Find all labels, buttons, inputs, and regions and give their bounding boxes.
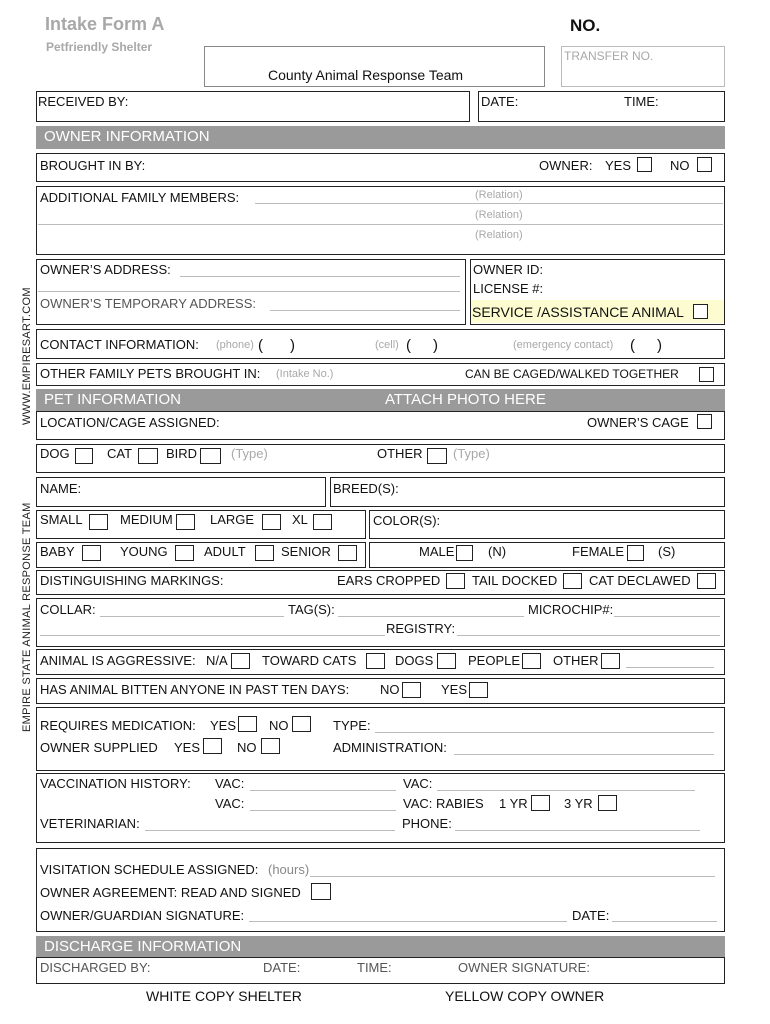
vac3-line[interactable] [250, 810, 396, 811]
small-checkbox[interactable] [89, 514, 108, 530]
med-type-label: TYPE: [333, 718, 371, 733]
family-line-2[interactable] [38, 224, 723, 225]
team-side-text: EMPIRE STATE ANIMAL RESPONSE TEAM [21, 502, 33, 732]
time-label: TIME: [624, 94, 659, 109]
bitten-no-label: NO [380, 682, 400, 697]
baby-label: BABY [40, 544, 75, 559]
phone-hint: (phone) [216, 339, 254, 351]
female-checkbox[interactable] [627, 545, 644, 561]
administration-line[interactable] [454, 754, 714, 755]
toward-dogs-label: DOGS [395, 653, 434, 668]
vet-phone-line[interactable] [455, 830, 700, 831]
bitten-no-checkbox[interactable] [402, 682, 421, 698]
form-number-label: NO. [570, 16, 601, 35]
vet-phone-label: PHONE: [402, 816, 452, 831]
microchip-line[interactable] [614, 616, 720, 617]
emergency-paren-open: ( [630, 337, 635, 354]
license-label: LICENSE #: [473, 281, 544, 296]
received-by-label: RECEIVED BY: [38, 94, 129, 109]
team-name: County Animal Response Team [268, 67, 464, 83]
large-checkbox[interactable] [262, 514, 281, 530]
phone-paren-open: ( [258, 337, 263, 354]
male-label: MALE [419, 544, 455, 559]
owner-yes-checkbox[interactable] [637, 157, 652, 172]
vac1-line[interactable] [250, 790, 396, 791]
family-members-label: ADDITIONAL FAMILY MEMBERS: [40, 190, 240, 205]
pet-info-header [36, 389, 725, 411]
name-label: NAME: [40, 481, 82, 496]
ears-cropped-label: EARS CROPPED [337, 573, 441, 588]
signature-date-label: DATE: [572, 908, 610, 923]
owner-supplied-label: OWNER SUPPLIED [40, 740, 158, 755]
owner-no-label: NO [670, 158, 690, 173]
medium-label: MEDIUM [120, 512, 173, 527]
owner-address-label: OWNER’S ADDRESS: [40, 262, 171, 277]
location-label: LOCATION/CAGE ASSIGNED: [40, 415, 220, 430]
toward-people-label: PEOPLE [468, 653, 521, 668]
other-species-label: OTHER [377, 446, 423, 461]
neutered-label: (N) [488, 544, 507, 559]
bitten-label: HAS ANIMAL BITTEN ANYONE IN PAST TEN DAYS: [40, 682, 350, 697]
yellow-copy-label: YELLOW COPY OWNER [445, 988, 605, 1004]
hours-hint: (hours) [268, 862, 310, 877]
toward-other-line[interactable] [626, 667, 714, 668]
bird-type-hint: (Type) [231, 446, 268, 461]
toward-dogs-checkbox[interactable] [437, 653, 456, 669]
small-label: SMALL [40, 512, 83, 527]
shelter-name: Petfriendly Shelter [46, 40, 153, 54]
vac2-line[interactable] [437, 790, 695, 791]
senior-label: SENIOR [281, 544, 331, 559]
markings-label: DISTINGUISHING MARKINGS: [40, 573, 224, 588]
xl-label: XL [292, 512, 308, 527]
date-label: DATE: [481, 94, 519, 109]
owner-no-checkbox[interactable] [697, 157, 712, 172]
medium-checkbox[interactable] [176, 514, 195, 530]
colors-label: COLOR(S): [373, 513, 441, 528]
cell-hint: (cell) [375, 339, 399, 351]
cat-label: CAT [107, 446, 133, 461]
tail-docked-label: TAIL DOCKED [472, 573, 558, 588]
emergency-hint: (emergency contact) [513, 339, 614, 351]
supplied-yes-checkbox[interactable] [203, 738, 222, 754]
rabies-1yr-checkbox[interactable] [531, 795, 550, 811]
visitation-label: VISITATION SCHEDULE ASSIGNED: [40, 862, 259, 877]
owner-info-header: OWNER INFORMATION [36, 126, 725, 149]
vac2-label: VAC: [403, 776, 433, 791]
service-animal-label: SERVICE /ASSISTANCE ANIMAL [472, 304, 684, 320]
attach-photo-label: ATTACH PHOTO HERE [385, 391, 546, 408]
address-line[interactable] [180, 276, 460, 277]
website-side-text: WWW.EMPIRESART.COM [21, 287, 33, 425]
owner-yes-label: YES [605, 158, 632, 173]
breeds-label: BREED(S): [333, 481, 399, 496]
collar-box [36, 598, 725, 647]
intake-no-hint: (Intake No.) [276, 368, 334, 380]
bird-checkbox[interactable] [200, 448, 221, 464]
cat-declawed-checkbox[interactable] [697, 573, 716, 589]
signature-line[interactable] [249, 921, 567, 922]
dog-checkbox[interactable] [75, 448, 93, 464]
aggressive-na-label: N/A [206, 653, 228, 668]
emergency-paren-close: ) [657, 337, 662, 354]
adult-checkbox[interactable] [255, 545, 274, 561]
vacc-history-label: VACCINATION HISTORY: [40, 776, 191, 791]
rabies-3yr-label: 3 YR [564, 796, 593, 811]
microchip-label: MICROCHIP#: [528, 602, 614, 617]
bird-label: BIRD [166, 446, 198, 461]
family-line-1[interactable] [255, 203, 723, 204]
supplied-no-checkbox[interactable] [261, 738, 280, 754]
relation-3: (Relation) [475, 229, 523, 241]
visitation-line[interactable] [310, 876, 715, 877]
owner-label: OWNER: [539, 158, 593, 173]
ears-cropped-checkbox[interactable] [446, 573, 465, 589]
agreement-label: OWNER AGREEMENT: READ AND SIGNED [40, 885, 301, 900]
signature-label: OWNER/GUARDIAN SIGNATURE: [40, 908, 245, 923]
medication-box [36, 707, 725, 771]
transfer-no-label: TRANSFER NO. [564, 49, 654, 63]
agreement-checkbox[interactable] [311, 883, 331, 900]
bitten-yes-checkbox[interactable] [469, 682, 488, 698]
brought-in-label: BROUGHT IN BY: [40, 158, 146, 173]
baby-checkbox[interactable] [82, 545, 101, 561]
administration-label: ADMINISTRATION: [333, 740, 447, 755]
owner-id-label: OWNER ID: [473, 262, 544, 277]
registry-line-right[interactable] [457, 635, 720, 636]
collar-label: COLLAR: [40, 602, 96, 617]
rabies-3yr-checkbox[interactable] [598, 795, 617, 811]
senior-checkbox[interactable] [338, 545, 357, 561]
tags-line[interactable] [338, 616, 524, 617]
vac1-label: VAC: [215, 776, 245, 791]
toward-other-label: OTHER [553, 653, 599, 668]
tail-docked-checkbox[interactable] [563, 573, 582, 589]
aggressive-na-checkbox[interactable] [231, 653, 250, 669]
other-species-checkbox[interactable] [427, 448, 447, 464]
discharge-signature-label: OWNER SIGNATURE: [458, 960, 590, 975]
phone-paren-close: ) [290, 337, 295, 354]
xl-checkbox[interactable] [313, 514, 332, 530]
owners-cage-checkbox[interactable] [697, 414, 712, 429]
supplied-yes-label: YES [174, 740, 201, 755]
med-no-label: NO [269, 718, 289, 733]
vac3-label: VAC: [215, 796, 245, 811]
med-yes-label: YES [210, 718, 237, 733]
caged-together-label: CAN BE CAGED/WALKED TOGETHER [465, 367, 679, 381]
rabies-1yr-label: 1 YR [499, 796, 528, 811]
dog-label: DOG [40, 446, 70, 461]
temp-address-label: OWNER’S TEMPORARY ADDRESS: [40, 296, 256, 311]
female-label: FEMALE [572, 544, 625, 559]
registry-line-left[interactable] [40, 635, 385, 636]
med-yes-checkbox[interactable] [238, 716, 257, 732]
other-pets-label: OTHER FAMILY PETS BROUGHT IN: [40, 366, 261, 381]
relation-2: (Relation) [475, 209, 523, 221]
med-type-line[interactable] [375, 732, 714, 733]
toward-people-checkbox[interactable] [522, 653, 541, 669]
aggressive-label: ANIMAL IS AGGRESSIVE: [40, 653, 196, 668]
cat-declawed-label: CAT DECLAWED [589, 573, 691, 588]
white-copy-label: WHITE COPY SHELTER [146, 988, 302, 1004]
supplied-no-label: NO [237, 740, 257, 755]
temp-address-line[interactable] [270, 310, 460, 311]
collar-line[interactable] [100, 616, 284, 617]
young-label: YOUNG [120, 544, 168, 559]
toward-other-checkbox[interactable] [601, 653, 620, 669]
adult-label: ADULT [204, 544, 246, 559]
bitten-yes-label: YES [441, 682, 468, 697]
tags-label: TAG(S): [288, 602, 335, 617]
discharge-header: DISCHARGE INFORMATION [36, 936, 725, 957]
pet-info-title: PET INFORMATION [44, 391, 181, 408]
vac-rabies-label: VAC: RABIES [403, 796, 484, 811]
cell-paren-open: ( [406, 337, 411, 354]
caged-together-checkbox[interactable] [699, 367, 714, 382]
contact-label: CONTACT INFORMATION: [40, 337, 199, 352]
requires-med-label: REQUIRES MEDICATION: [40, 718, 196, 733]
signature-date-line[interactable] [612, 921, 717, 922]
relation-1: (Relation) [475, 189, 523, 201]
spayed-label: (S) [658, 544, 676, 559]
discharge-date-label: DATE: [263, 960, 301, 975]
other-type-hint: (Type) [453, 446, 490, 461]
large-label: LARGE [210, 512, 255, 527]
toward-cats-label: TOWARD CATS [262, 653, 357, 668]
young-checkbox[interactable] [175, 545, 194, 561]
med-no-checkbox[interactable] [292, 716, 311, 732]
service-animal-checkbox[interactable] [693, 304, 708, 319]
discharged-by-label: DISCHARGED BY: [40, 960, 151, 975]
veterinarian-label: VETERINARIAN: [40, 816, 140, 831]
veterinarian-line[interactable] [145, 830, 395, 831]
discharge-time-label: TIME: [357, 960, 392, 975]
form-title: Intake Form A [45, 14, 165, 34]
address-line-2 [38, 291, 460, 292]
registry-label: REGISTRY: [386, 621, 456, 636]
cell-paren-close: ) [433, 337, 438, 354]
male-checkbox[interactable] [456, 545, 473, 561]
toward-cats-checkbox[interactable] [366, 653, 385, 669]
cat-checkbox[interactable] [138, 448, 158, 464]
owners-cage-label: OWNER’S CAGE [587, 415, 689, 430]
